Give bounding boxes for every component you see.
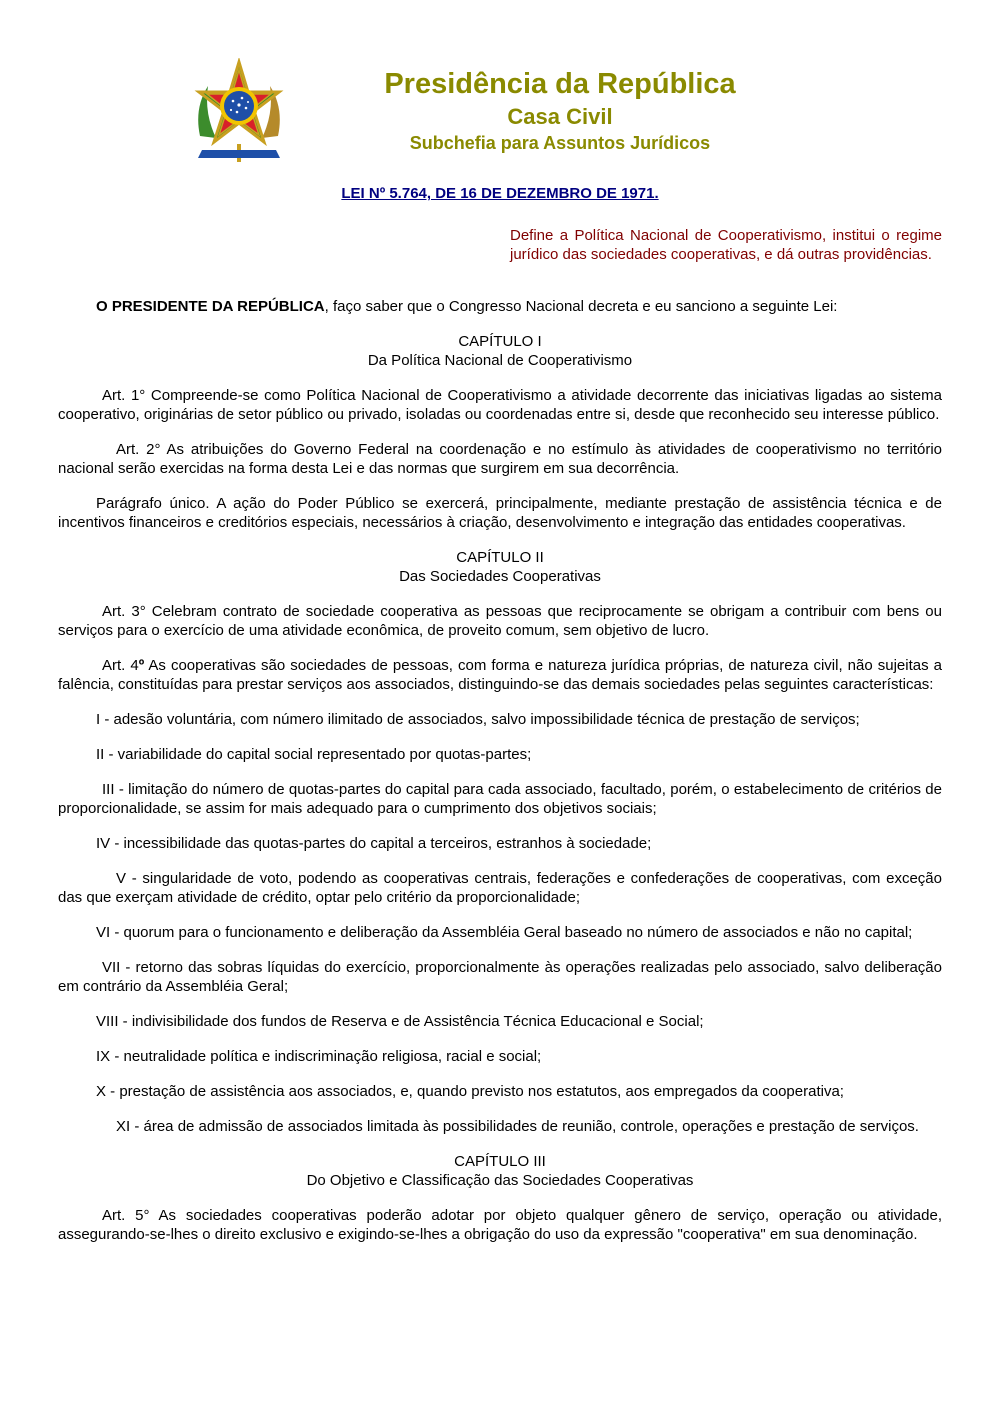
preamble-text: , faço saber que o Congresso Nacional decreta e eu sanciono a seguinte Lei:: [324, 298, 838, 315]
article-5: Art. 5° As sociedades cooperativas poderão adotar por objeto qualquer gênero de serviço, operação ou atividade, assegurando-se-lhes o direito exclusivo e exigindo-se-lhes a obrigação do uso da expressão "cooperativa" em sua denominação.: [58, 1207, 942, 1243]
preamble: [58, 297, 942, 316]
inciso-item: II - variabilidade do capital social representado por quotas-partes;: [96, 746, 532, 763]
org-title: Presidência da República: [384, 68, 736, 100]
chapter-number: CAPÍTULO I: [458, 333, 542, 350]
preamble-bold: O PRESIDENTE DA REPÚBLICA: [96, 298, 325, 315]
chapter-heading: [58, 1152, 942, 1190]
inciso-item: IV - incessibilidade das quotas-partes do capital a terceiros, estranhos à sociedade;: [96, 835, 652, 852]
inciso-item: III - limitação do número de quotas-partes do capital para cada associado, facultado, porém, o estabelecimento de critérios de proporcionalidade, se assim for mais adequado para o cumprimento dos objetivos sociais;: [58, 781, 942, 817]
inciso-item: IX - neutralidade política e indiscriminação religiosa, racial e social;: [96, 1048, 542, 1065]
article-1: Art. 1° Compreende-se como Política Nacional de Cooperativismo a atividade decorrente das iniciativas ligadas ao sistema cooperativo, originárias de setor público ou privado, isoladas ou coordenadas entre si, desde que reconhecido seu interesse público.: [58, 387, 942, 423]
inciso-item: V - singularidade de voto, podendo as cooperativas centrais, federações e confederações de cooperativas, com exceção das que exerçam atividade de crédito, optar pelo critério da proporcionalidade;: [58, 870, 942, 906]
article-4-text: As cooperativas são sociedades de pessoas, com forma e natureza jurídica próprias, de natureza civil, não sujeitas a falência, constituídas para prestar serviços aos associados, distinguindo-se das demais sociedades pelas seguintes características:: [58, 657, 942, 693]
article-4-ordinal: º: [138, 657, 145, 674]
law-body: [58, 297, 942, 1260]
subchefia-title: Subchefia para Assuntos Jurídicos: [409, 133, 711, 153]
article-4: [58, 656, 942, 694]
article-4-label: Art. 4: [102, 657, 139, 674]
article-2-paragraph: Parágrafo único. A ação do Poder Público se exercerá, principalmente, mediante prestação de assistência técnica e de incentivos financeiros e creditórios especiais, necessários à criação, desenvolvimento e integração das entidades cooperativas.: [58, 495, 942, 531]
casa-civil-title: Casa Civil: [507, 104, 613, 129]
chapter-heading: [58, 548, 942, 586]
chapter-number: CAPÍTULO III: [454, 1153, 546, 1170]
chapter-heading: [58, 332, 942, 370]
chapter-title: Das Sociedades Cooperativas: [399, 568, 601, 585]
chapter-title: Da Política Nacional de Cooperativismo: [367, 352, 633, 369]
inciso-item: VI - quorum para o funcionamento e deliberação da Assembléia Geral baseado no número de associados e não no capital;: [96, 924, 913, 941]
inciso-item: XI - área de admissão de associados limitada às possibilidades de reunião, controle, operações e prestação de serviços.: [116, 1118, 919, 1135]
page-header: [0, 0, 1000, 180]
article-3: Art. 3° Celebram contrato de sociedade cooperativa as pessoas que reciprocamente se obrigam a contribuir com bens ou serviços para o exercício de uma atividade econômica, de proveito comum, sem objetivo de lucro.: [58, 603, 942, 639]
law-title-link[interactable]: LEI Nº 5.764, DE 16 DE DEZEMBRO DE 1971.: [341, 185, 659, 202]
inciso-item: VII - retorno das sobras líquidas do exercício, proporcionalmente às operações realizadas pelo associado, salvo deliberação em contrário da Assembléia Geral;: [58, 959, 942, 995]
inciso-item: X - prestação de assistência aos associados, e, quando previsto nos estatutos, aos empregados da cooperativa;: [96, 1083, 844, 1100]
brazil-coat-of-arms-icon: [190, 58, 288, 166]
chapter-title: Do Objetivo e Classificação das Sociedades Cooperativas: [306, 1172, 694, 1189]
chapter-number: CAPÍTULO II: [456, 549, 544, 566]
inciso-item: I - adesão voluntária, com número ilimitado de associados, salvo impossibilidade técnica de prestação de serviços;: [96, 711, 860, 728]
article-2: Art. 2° As atribuições do Governo Federal na coordenação e no estímulo às atividades de cooperativismo no território nacional serão exercidas na forma desta Lei e das normas que surgirem em sua decorrência.: [58, 441, 942, 477]
inciso-item: VIII - indivisibilidade dos fundos de Reserva e de Assistência Técnica Educacional e Social;: [96, 1013, 704, 1030]
law-ementa: Define a Política Nacional de Cooperativismo, institui o regime jurídico das sociedades cooperativas, e dá outras providências.: [510, 227, 942, 263]
